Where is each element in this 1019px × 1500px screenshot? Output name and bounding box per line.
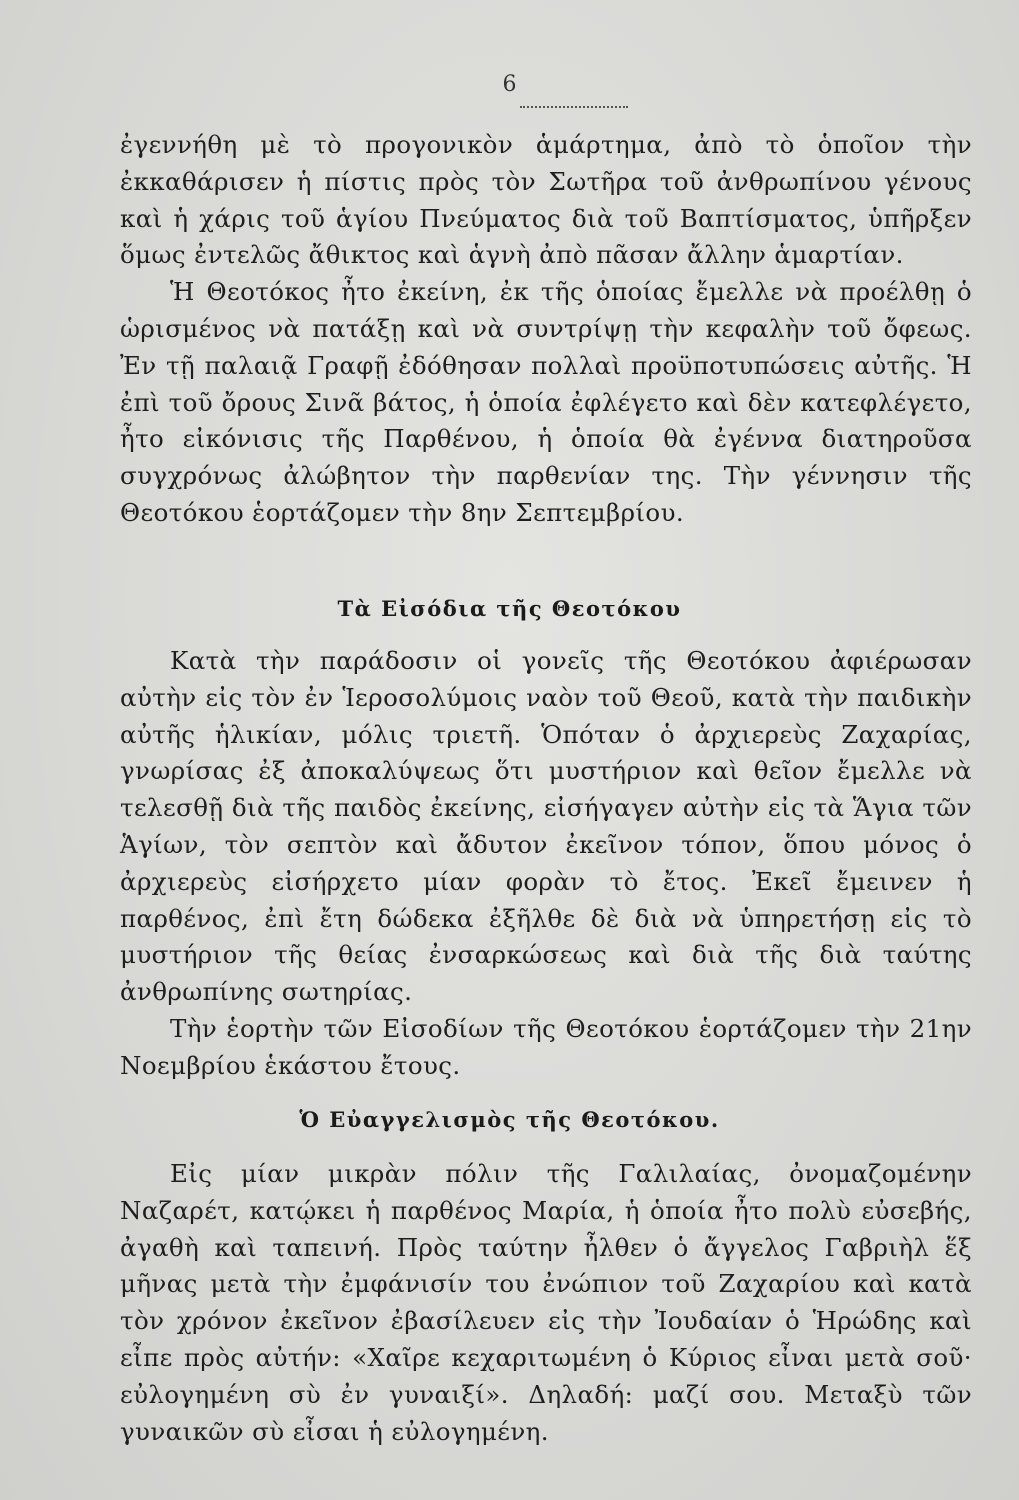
page-number: 6 — [502, 72, 517, 97]
heading-evangelismos: Ὁ Εὐαγγελισμὸς τῆς Θεοτόκου. — [299, 1107, 720, 1132]
paragraph-eisodia-tradition: Κατὰ τὴν παράδοσιν οἱ γονεῖς τῆς Θεοτόκου ἀφιέρωσαν αὐτὴν εἰς τὸν ἐν Ἱεροσολύμοις ναὸν τοῦ Θεοῦ, κατὰ τὴν παιδικὴν αὐτῆς ἡλικίαν, μόλις τριετῆ. Ὁπόταν ὁ ἀρχιερεὺς Ζαχαρίας, γνωρίσας ἐξ ἀποκαλύψεως ὅτι μυστήριον καὶ θεῖον ἔμελλε νὰ τελεσθῇ διὰ τῆς παιδὸς ἐκείνης, εἰσήγαγεν αὐτὴν εἰς τὰ Ἅγια τῶν Ἁγίων, τὸν σεπτὸν καὶ ἄδυτον ἐκεῖνον τόπον, ὅπου μόνος ὁ ἀρχιερεὺς εἰσήρχετο μίαν φορὰν τὸ ἔτος. Ἐκεῖ ἔμεινεν ἡ παρθένος, ἐπὶ ἔτη δώδεκα ἐξῆλθε δὲ διὰ νὰ ὑπηρετήσῃ εἰς τὸ μυστήριον τῆς θείας ἐνσαρκώσεως καὶ διὰ τῆς διὰ ταύτης ἀνθρωπίνης σωτηρίας. — [120, 646, 972, 1007]
eisodia-text-block — [120, 643, 972, 1085]
paragraph-eisodia-feast: Τὴν ἑορτὴν τῶν Εἰσοδίων τῆς Θεοτόκου ἑορτάζομεν τὴν 21ην Νοεμβρίου ἑκάστου ἔτους. — [120, 1013, 972, 1080]
paragraph-conception: ἐγεννήθη μὲ τὸ προγονικὸν ἁμάρτημα, ἀπὸ τὸ ὁποῖον τὴν ἐκκαθάρισεν ἡ πίστις πρὸς τὸν Σωτῆρα τοῦ ἀνθρωπίνου γένους καὶ ἡ χάρις τοῦ ἁγίου Πνεύματος διὰ τοῦ Βαπτίσματος, ὑπῆρξεν ὅμως ἐντελῶς ἄθικτος καὶ ἁγνὴ ἀπὸ πᾶσαν ἄλλην ἁμαρτίαν. — [120, 130, 972, 270]
top-text-block — [120, 127, 972, 532]
heading-eisodia: Τὰ Εἰσόδια τῆς Θεοτόκου — [337, 596, 682, 621]
paragraph-evangelismos: Εἰς μίαν μικρὰν πόλιν τῆς Γαλιλαίας, ὀνομαζομένην Ναζαρέτ, κατῴκει ἡ παρθένος Μαρία, ἡ ὁποία ἦτο πολὺ εὐσεβής, ἀγαθὴ καὶ ταπεινή. Πρὸς ταύτην ἦλθεν ὁ ἄγγελος Γαβριὴλ ἕξ μῆνας μετὰ τὴν ἐμφάνισίν του ἐνώπιον τοῦ Ζαχαρίου καὶ κατὰ τὸν χρόνον ἐκεῖνον ἐβασίλευεν εἰς τὴν Ἰουδαίαν ὁ Ἡρώδης καὶ εἶπε πρὸς αὐτήν: «Χαῖρε κεχαριτωμένη ὁ Κύριος εἶναι μετὰ σοῦ· εὐλογημένη σὺ ἐν γυναιξί». Δηλαδή: μαζί σου. Μεταξὺ τῶν γυναικῶν σὺ εἶσαι ἡ εὐλογημένη. — [120, 1159, 972, 1446]
page-number-rule — [520, 106, 628, 108]
evangelismos-text-block — [120, 1156, 972, 1450]
paragraph-theotokos: Ἡ Θεοτόκος ἦτο ἐκείνη, ἐκ τῆς ὁποίας ἔμελλε νὰ προέλθῃ ὁ ὡρισμένος νὰ πατάξῃ καὶ νὰ συντρίψῃ τὴν κεφαλὴν τοῦ ὄφεως. Ἐν τῇ παλαιᾷ Γραφῇ ἐδόθησαν πολλαὶ προϋποτυπώσεις αὐτῆς. Ἡ ἐπὶ τοῦ ὄρους Σινᾶ βάτος, ἡ ὁποία ἐφλέγετο καὶ δὲν κατεφλέγετο, ἦτο εἰκόνισις τῆς Παρθένου, ἡ ὁποία θὰ ἐγέννα διατηροῦσα συγχρόνως ἀλώβητον τὴν παρθενίαν της. Τὴν γέννησιν τῆς Θεοτόκου ἑορτάζομεν τὴν 8ην Σεπτεμβρίου. — [120, 277, 972, 527]
